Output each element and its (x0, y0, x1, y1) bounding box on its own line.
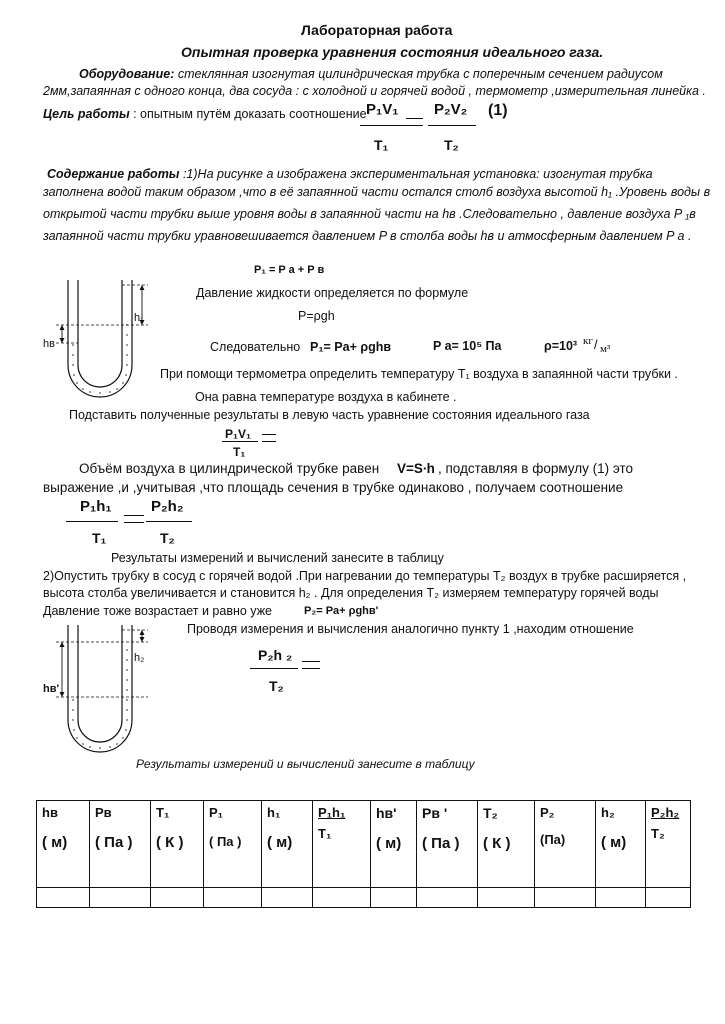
content-text-1: :1)На рисунке а изображена экспериментальная установка: изогнутая трубка (179, 167, 653, 181)
content-line-1 (47, 166, 653, 182)
p1-formula: P₁= Pа+ ρghв (310, 340, 392, 354)
header-name: Pв ' (422, 805, 448, 821)
goal-frac1-num: P₁V₁ (366, 101, 399, 118)
table-header-cell (313, 801, 371, 888)
table-cell[interactable] (262, 888, 313, 908)
frac-p2h2-bar (250, 668, 298, 669)
header-name: T₁ (156, 805, 170, 820)
frac-p2h2-den: T₂ (269, 678, 284, 694)
table-header-cell (90, 801, 151, 888)
volume-formula: V=S∙h (397, 461, 435, 476)
results-note-1: Результаты измерений и вычислений занесите в таблицу (111, 551, 444, 565)
table-cell[interactable] (535, 888, 596, 908)
goal-frac2-bar (428, 125, 476, 126)
equals-sign (406, 118, 423, 126)
header-unit: (Па) (540, 832, 566, 847)
ratio2-den: T₂ (160, 530, 175, 546)
equipment-label: Оборудование: (79, 67, 175, 81)
header-unit: ( м) (267, 834, 293, 851)
equals-sign (262, 434, 276, 442)
diagram-a-hv-label: hв (43, 338, 55, 350)
goal-frac1-den: T₁ (374, 137, 389, 153)
volume-line-3: выражение ,и ,учитывая ,что площадь сечения в трубке одинаково , получаем соотношение (43, 480, 624, 495)
p2-formula: P₂= Pа+ ρghв' (304, 605, 379, 617)
header-unit: ( Па ) (95, 834, 133, 851)
content-line-2: заполнена водой таким образом ,что в её запаянной части остался столб воздуха высотой h₁ .Уровень воды в (43, 185, 711, 199)
frac-p2h2-num: P₂h ₂ (258, 647, 293, 663)
goal-frac2-den: T₂ (444, 137, 459, 153)
goal-text: : опытным путём доказать соотношение (129, 107, 367, 121)
liquid-pressure-text: Давление жидкости определяется по формуле (196, 286, 469, 300)
density-unit-slash: / (594, 337, 598, 352)
results-table (36, 800, 691, 908)
atmospheric-pressure: P а= 10⁵ Па (433, 339, 502, 353)
table-header-cell (535, 801, 596, 888)
header-unit: ( м) (42, 834, 68, 851)
table-cell[interactable] (204, 888, 262, 908)
header-name: hв' (376, 805, 397, 821)
results-note-2: Результаты измерений и вычислений занесите в таблицу (136, 757, 475, 771)
header-unit: ( Па ) (422, 835, 460, 852)
part2-line-1: 2)Опустить трубку в сосуд с горячей водой .При нагревании до температуры T₂ воздух в трубке расширяется , (43, 569, 687, 583)
volume-line-2: , подставляя в формулу (1) это (438, 461, 633, 476)
equipment-line-2: 2мм,запаянная с одного конца, два сосуда : с холодной и горячей водой , термометр ,измерительная линейка . (43, 84, 706, 98)
header-name: h₁ (267, 805, 281, 820)
pressure-formula: P=ρgh (298, 309, 335, 323)
header-unit: ( м) (601, 834, 627, 851)
table-header-cell (417, 801, 478, 888)
table-cell[interactable] (37, 888, 90, 908)
diagram-b-hv-label: hв' (43, 683, 60, 695)
substitute-text: Подставить полученные результаты в левую часть уравнение состояния идеального газа (69, 408, 590, 422)
content-line-4: запаянной части трубки уравновешивается давлением P в столба воды hв и атмосферным давлением P а . (43, 229, 692, 243)
density-unit-num: кг (583, 335, 593, 347)
ratio1-num: P₁h₁ (80, 498, 112, 515)
ratio1-bar (66, 521, 118, 522)
goal-line (43, 106, 367, 122)
water-density: ρ=10³ (544, 339, 578, 353)
frac-p1v1-num: P₁V₁ (225, 427, 251, 441)
u-tube-diagram-a (38, 275, 178, 415)
table-cell[interactable] (646, 888, 691, 908)
header-unit: ( К ) (483, 835, 511, 852)
equation-number: (1) (488, 102, 508, 119)
equals-sign (124, 515, 144, 523)
table-header-cell (478, 801, 535, 888)
density-unit-den: м³ (600, 343, 611, 355)
table-cell[interactable] (151, 888, 204, 908)
table-header-cell (646, 801, 691, 888)
table-header-cell (151, 801, 204, 888)
volume-line-1: Объём воздуха в цилиндрической трубке равен (79, 461, 380, 476)
header-unit: T₁ (318, 826, 332, 841)
part2-line-4: Проводя измерения и вычисления аналогично пункту 1 ,находим отношение (187, 622, 634, 636)
page-subtitle: Опытная проверка уравнения состояния идеального газа. (181, 44, 604, 60)
equipment-line-1 (79, 66, 663, 82)
content-label: Содержание работы (47, 167, 180, 181)
table-cell[interactable] (596, 888, 646, 908)
header-name: hв (42, 805, 58, 820)
diagram-a-h1-label: h₁ (134, 312, 144, 324)
header-name: P₁h₁ (318, 805, 346, 820)
header-name: h₂ (601, 805, 615, 820)
header-unit: ( К ) (156, 834, 184, 851)
table-cell[interactable] (90, 888, 151, 908)
table-header-cell (371, 801, 417, 888)
room-temperature-text: Она равна температуре воздуха в кабинете . (195, 390, 457, 404)
header-name: P₁ (209, 805, 224, 820)
goal-frac2-num: P₂V₂ (434, 101, 468, 118)
table-row (37, 888, 691, 908)
header-unit: ( Па ) (209, 834, 242, 849)
table-cell[interactable] (417, 888, 478, 908)
part2-line-3: Давление тоже возрастает и равно уже (43, 604, 273, 618)
thermometer-text: При помощи термометра определить температуру T₁ воздуха в запаянной части трубки . (160, 367, 678, 381)
ratio2-bar (146, 521, 192, 522)
table-header-cell (37, 801, 90, 888)
equation-p1: P₁ = P а + P в (254, 264, 325, 276)
equipment-text-1: стеклянная изогнутая цилиндрическая трубка с поперечным сечением радиусом (174, 67, 663, 81)
header-unit: ( м) (376, 835, 402, 852)
table-cell[interactable] (313, 888, 371, 908)
header-name: Pв (95, 805, 112, 820)
header-unit: T₂ (651, 826, 665, 841)
content-line-3: открытой части трубки выше уровня воды в запаянной части на hв .Следовательно , давление воздуха P ₁в (43, 207, 696, 221)
ratio2-num: P₂h₂ (151, 498, 184, 515)
header-name: T₂ (483, 805, 498, 821)
table-header-row (37, 801, 691, 888)
goal-label: Цель работы (43, 107, 130, 121)
page-title: Лабораторная работа (301, 22, 453, 38)
frac-p1v1-den: T₁ (233, 445, 246, 459)
diagram-b-h2-label: h₂ (134, 652, 145, 664)
ratio1-den: T₁ (92, 530, 107, 546)
hence-text: Следовательно (210, 340, 301, 354)
goal-frac1-bar (360, 125, 406, 126)
table-cell[interactable] (371, 888, 417, 908)
table-header-cell (596, 801, 646, 888)
frac-p1v1-bar (222, 441, 258, 442)
header-name: P₂ (540, 805, 555, 820)
table-cell[interactable] (478, 888, 535, 908)
table-header-cell (204, 801, 262, 888)
part2-line-2: высота столба увеличивается и становится h₂ . Для определения T₂ измеряем температуру горячей воды (43, 586, 659, 600)
equals-sign (302, 661, 320, 669)
header-name: P₂h₂ (651, 805, 680, 820)
table-header-cell (262, 801, 313, 888)
